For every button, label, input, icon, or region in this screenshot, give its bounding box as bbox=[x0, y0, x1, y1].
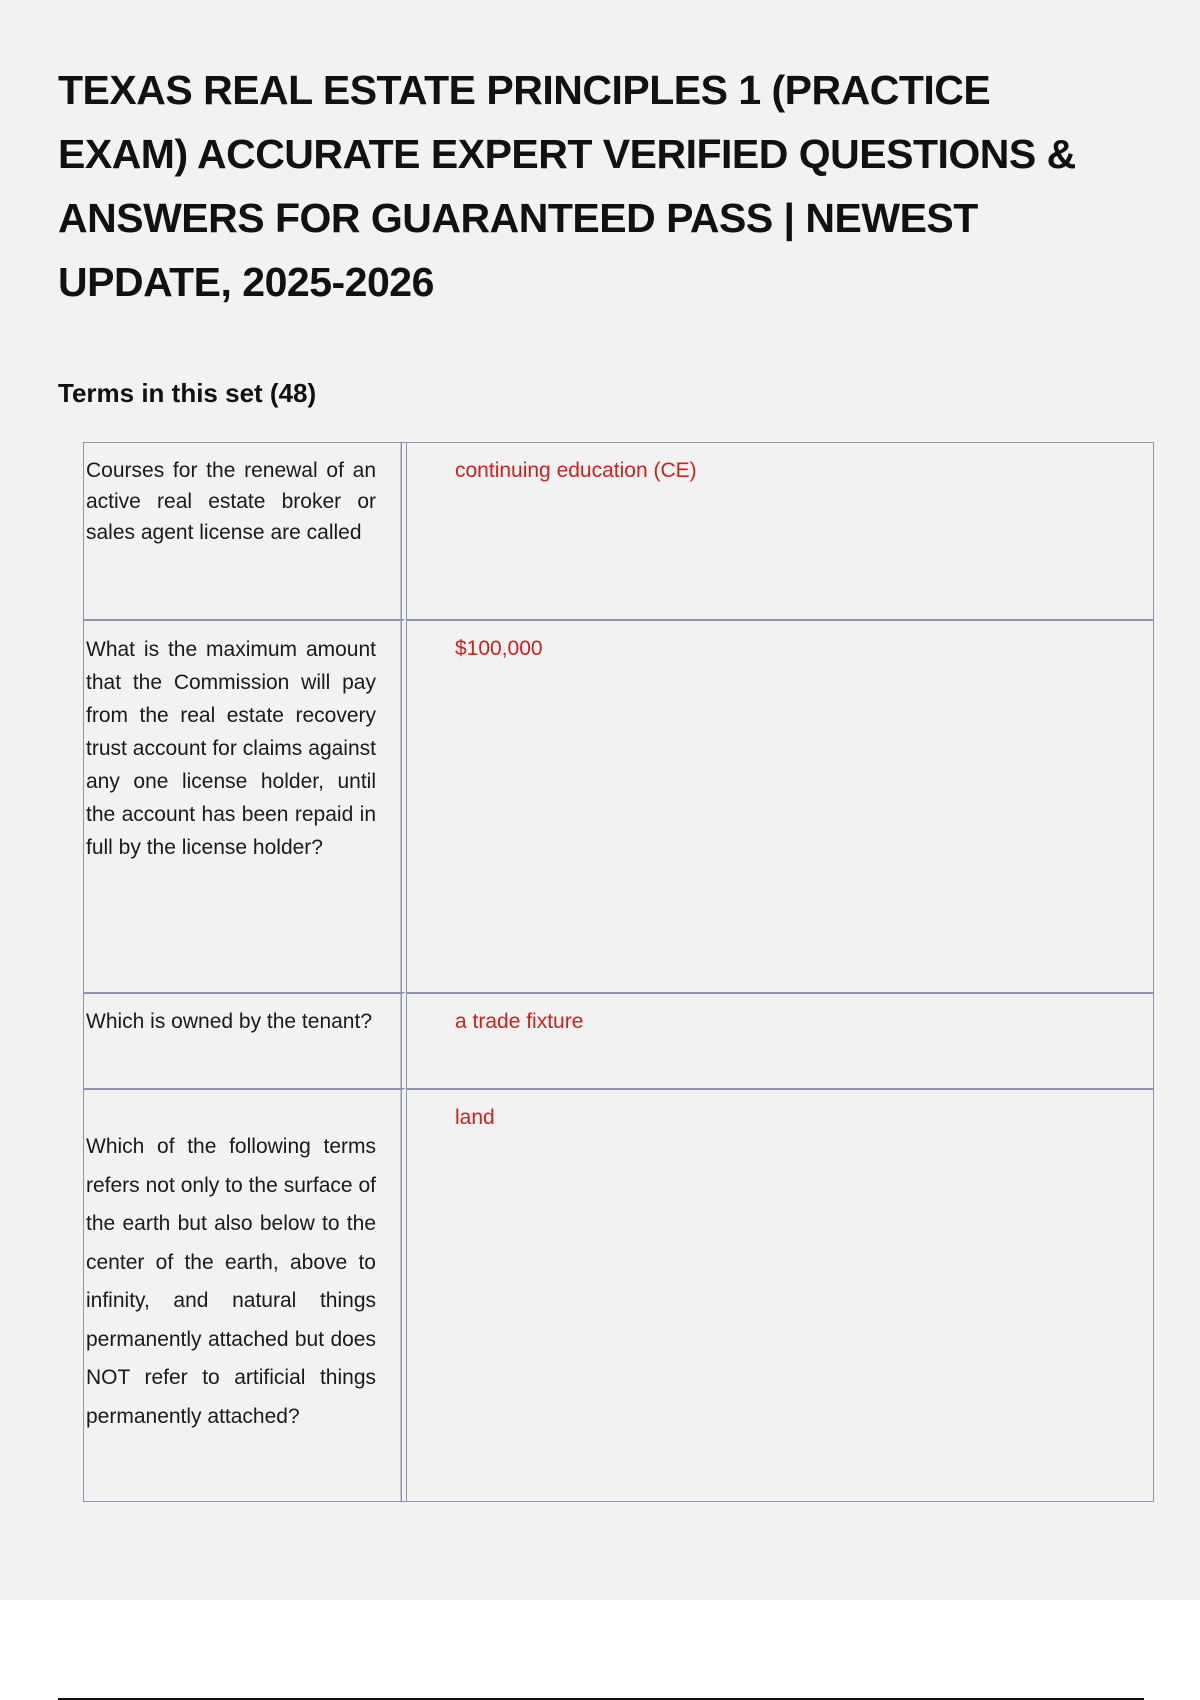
question-text: Which of the following terms refers not only to the surface of the earth but also below to the center of the earth, above to infinity, and natural things permanently attached but does NOT refer to artificial things permanently attached? bbox=[86, 1135, 376, 1428]
document-title: TEXAS REAL ESTATE PRINCIPLES 1 (PRACTICE EXAM) ACCURATE EXPERT VERIFIED QUESTIONS & ANSWERS FOR GUARANTEED PASS | NEWEST UPDATE, 2025-2026 bbox=[58, 67, 1076, 305]
terms-count-heading: Terms in this set (48) bbox=[58, 378, 317, 408]
question-cell bbox=[84, 1088, 406, 1501]
answer-text: $100,000 bbox=[455, 637, 543, 660]
answer-cell bbox=[406, 1088, 1153, 1501]
answer-cell bbox=[406, 443, 1153, 619]
question-cell bbox=[84, 619, 406, 992]
question-text: Courses for the renewal of an active real estate broker or sales agent license are called bbox=[86, 459, 376, 544]
term-row bbox=[84, 1088, 1153, 1501]
answer-text: a trade fixture bbox=[455, 1010, 584, 1033]
term-row bbox=[84, 992, 1153, 1088]
answer-text: continuing education (CE) bbox=[455, 459, 697, 482]
terms-table bbox=[83, 442, 1154, 1502]
answer-cell bbox=[406, 619, 1153, 992]
answer-text: land bbox=[455, 1106, 495, 1129]
question-text: Which is owned by the tenant? bbox=[86, 1010, 373, 1033]
question-cell bbox=[84, 443, 406, 619]
term-row bbox=[84, 619, 1153, 992]
answer-cell bbox=[406, 992, 1153, 1088]
question-cell bbox=[84, 992, 406, 1088]
term-row bbox=[84, 443, 1153, 619]
question-text: What is the maximum amount that the Commission will pay from the real estate recovery trust account for claims against any one license holder, until the account has been repaid in full by the license holder? bbox=[86, 638, 376, 859]
